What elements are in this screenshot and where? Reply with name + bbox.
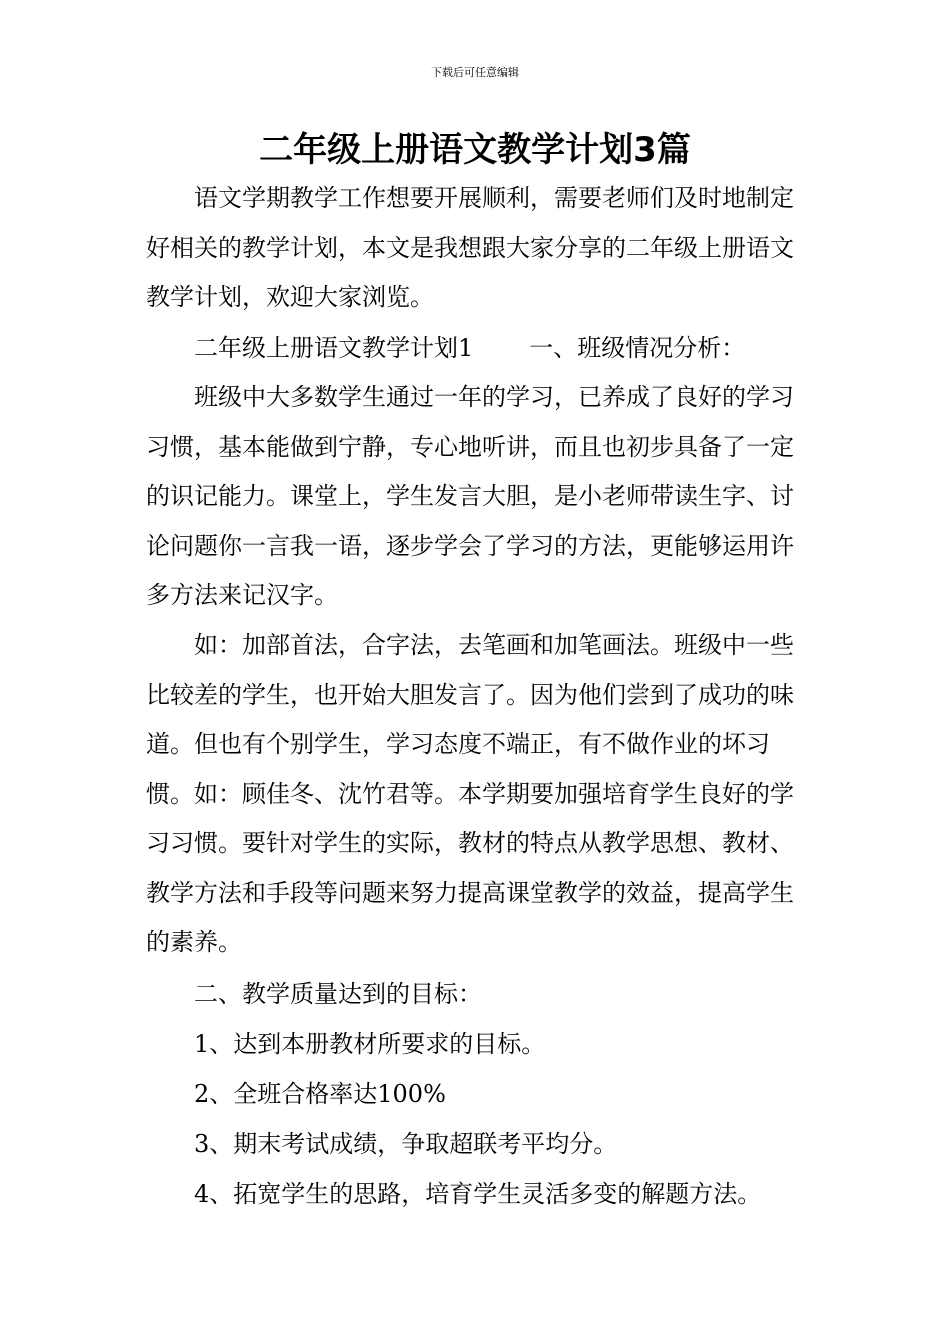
class-analysis-paragraph-1 [146,373,808,621]
page-header-note: 下载后可任意编辑 [431,66,519,79]
goals-heading-text: 二、教学质量达到的目标： [194,980,482,1008]
paragraph-1-text: 班级中大多数学生通过一年的学习，已养成了良好的学习习惯，基本能做到宁静，专心地听讲，而且也初步具备了一定的识记能力。课堂上，学生发言大胆，是小老师带读生字、讨论问题你一言我一语，逐步学会了学习的方法，更能够运用许多方法来记汉字。 [146,383,794,609]
goals-heading [146,970,808,1020]
goal-item-3: 3、期末考试成绩，争取超联考平均分。 [194,1130,618,1158]
section-heading [146,324,808,374]
goal-item-2: 2、全班合格率达100% [194,1080,446,1108]
goal-item [146,1070,808,1120]
plan-label: 二年级上册语文教学计划1 [194,334,474,362]
document-title: 二年级上册语文教学计划3篇 [259,130,691,170]
goal-item [146,1120,808,1170]
goal-item-1: 1、达到本册教材所要求的目标。 [194,1030,546,1058]
class-analysis-paragraph-2 [146,621,808,968]
intro-paragraph [146,174,808,323]
part-label: 一、班级情况分析： [529,334,746,362]
paragraph-2-text: 如：加部首法，合字法，去笔画和加笔画法。班级中一些比较差的学生，也开始大胆发言了。因为他们尝到了成功的味道。但也有个别学生，学习态度不端正，有不做作业的坏习惯。如：顾佳冬、沈竹君等。本学期要加强培育学生良好的学习习惯。要针对学生的实际，教材的特点从教学思想、教材、教学方法和手段等问题来努力提高课堂教学的效益，提高学生的素养。 [146,631,794,956]
goal-item-4: 4、拓宽学生的思路，培育学生灵活多变的解题方法。 [194,1180,762,1208]
intro-text: 语文学期教学工作想要开展顺利，需要老师们及时地制定好相关的教学计划，本文是我想跟大家分享的二年级上册语文教学计划，欢迎大家浏览。 [146,184,794,311]
goal-item [146,1170,808,1220]
goal-item [146,1020,808,1070]
